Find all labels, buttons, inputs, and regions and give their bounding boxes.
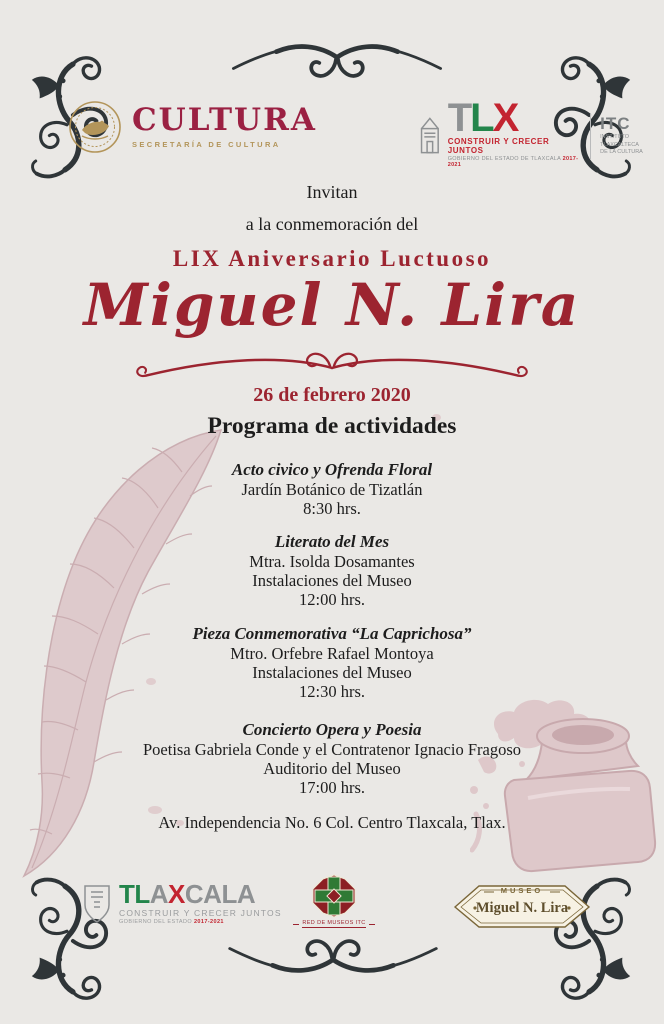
itc-wordmark: ITC bbox=[600, 114, 631, 134]
cultura-logo bbox=[68, 100, 317, 154]
event-time: 17:00 hrs. bbox=[299, 778, 365, 797]
tlaxcala-government-line bbox=[119, 919, 282, 925]
bottom-center-flourish bbox=[226, 928, 440, 984]
red-de-museos-label: RED DE MUSEOS ITC bbox=[302, 920, 366, 926]
event-name: Acto civico y Ofrenda Floral bbox=[231, 460, 433, 479]
tlx-letter-t: T bbox=[447, 96, 471, 140]
museo-miguel-n-lira-badge bbox=[452, 880, 592, 932]
event-person: Mtra. Isolda Dosamantes bbox=[249, 552, 415, 571]
museo-label: MUSEO bbox=[500, 886, 544, 895]
program-title: Programa de actividades bbox=[207, 413, 457, 439]
red-de-museos-medal-icon bbox=[312, 874, 356, 918]
event-place: Jardín Botánico de Tizatlán bbox=[241, 480, 423, 499]
event-name: Pieza Conmemorativa “La Caprichosa” bbox=[192, 624, 472, 643]
program-event bbox=[0, 719, 664, 797]
tlx-government-line bbox=[448, 156, 581, 168]
cultura-subtitle: SECRETARÍA DE CULTURA bbox=[132, 140, 281, 149]
event-name: Literato del Mes bbox=[274, 532, 390, 551]
tlaxcala-seg-tl: TL bbox=[119, 879, 150, 910]
tlx-gov-text: GOBIERNO DEL ESTADO DE TLAXCALA bbox=[447, 156, 561, 163]
tlx-government-logo bbox=[416, 96, 664, 169]
red-divider-flourish bbox=[122, 343, 542, 389]
red-de-museos-label-row bbox=[299, 920, 369, 928]
label-dash bbox=[369, 924, 375, 925]
event-person: Mtro. Orfebre Rafael Montoya bbox=[230, 644, 434, 663]
event-time: 12:30 hrs. bbox=[299, 682, 365, 701]
honoree-name-script: Miguel N. Lira bbox=[83, 271, 581, 339]
event-time: 12:00 hrs. bbox=[299, 590, 365, 609]
event-name: Concierto Opera y Poesia bbox=[242, 720, 422, 739]
tlaxcala-gov-text: GOBIERNO DEL ESTADO bbox=[119, 918, 193, 925]
red-de-museos-logo bbox=[299, 874, 369, 928]
venue-address: Av. Independencia No. 6 Col. Centro Tlaxcala, Tlax. bbox=[158, 813, 506, 832]
tlaxcala-gov-years: 2017-2021 bbox=[193, 918, 224, 925]
cultura-wordmark: CULTURA bbox=[132, 102, 317, 138]
tlaxcala-seg-x: X bbox=[168, 879, 185, 910]
tlaxcala-wordmark bbox=[119, 879, 282, 910]
anniversary-title: LIX Aniversario Luctuoso bbox=[172, 246, 492, 271]
tlx-letter-x: X bbox=[492, 96, 518, 140]
tlx-tagline: CONSTRUIR Y CRECER JUNTOS bbox=[447, 137, 550, 156]
tlaxcala-tagline: CONSTRUIR Y CRECER JUNTOS bbox=[119, 907, 282, 918]
event-place: Instalaciones del Museo bbox=[252, 571, 412, 590]
program-event bbox=[0, 623, 664, 701]
top-center-flourish bbox=[222, 33, 452, 89]
itc-subtitle-line1: INSTITUTO TLAXCALTECA bbox=[600, 134, 639, 148]
museo-name: Miguel N. Lira bbox=[475, 900, 569, 916]
tlx-gov-years: 2017-2021 bbox=[447, 156, 579, 169]
program-event bbox=[0, 459, 664, 518]
tlx-wordmark bbox=[447, 96, 581, 140]
event-place: Auditorio del Museo bbox=[263, 759, 401, 778]
tlaxcala-seg-a: A bbox=[149, 879, 169, 910]
tlaxcala-seg-cala: CALA bbox=[184, 879, 256, 910]
itc-subtitle-line2: DE LA CULTURA bbox=[600, 148, 643, 155]
mexico-eagle-seal-icon bbox=[68, 100, 122, 154]
label-dash bbox=[293, 924, 299, 925]
event-time: 8:30 hrs. bbox=[303, 499, 361, 518]
invitan-line: Invitan bbox=[306, 182, 358, 202]
tlx-letter-l: L bbox=[470, 96, 493, 140]
itc-subtitle bbox=[600, 134, 664, 155]
event-place: Instalaciones del Museo bbox=[252, 663, 412, 682]
event-person: Poetisa Gabriela Conde y el Contratenor Ignacio Fragoso bbox=[142, 740, 522, 759]
palace-building-icon bbox=[416, 112, 444, 160]
event-date: 26 de febrero 2020 bbox=[253, 384, 411, 406]
intro-line: a la conmemoración del bbox=[245, 214, 419, 234]
logo-divider bbox=[590, 113, 591, 159]
tlaxcala-shield-icon bbox=[82, 883, 112, 925]
program-event bbox=[0, 531, 664, 609]
tlaxcala-logo bbox=[82, 879, 282, 925]
